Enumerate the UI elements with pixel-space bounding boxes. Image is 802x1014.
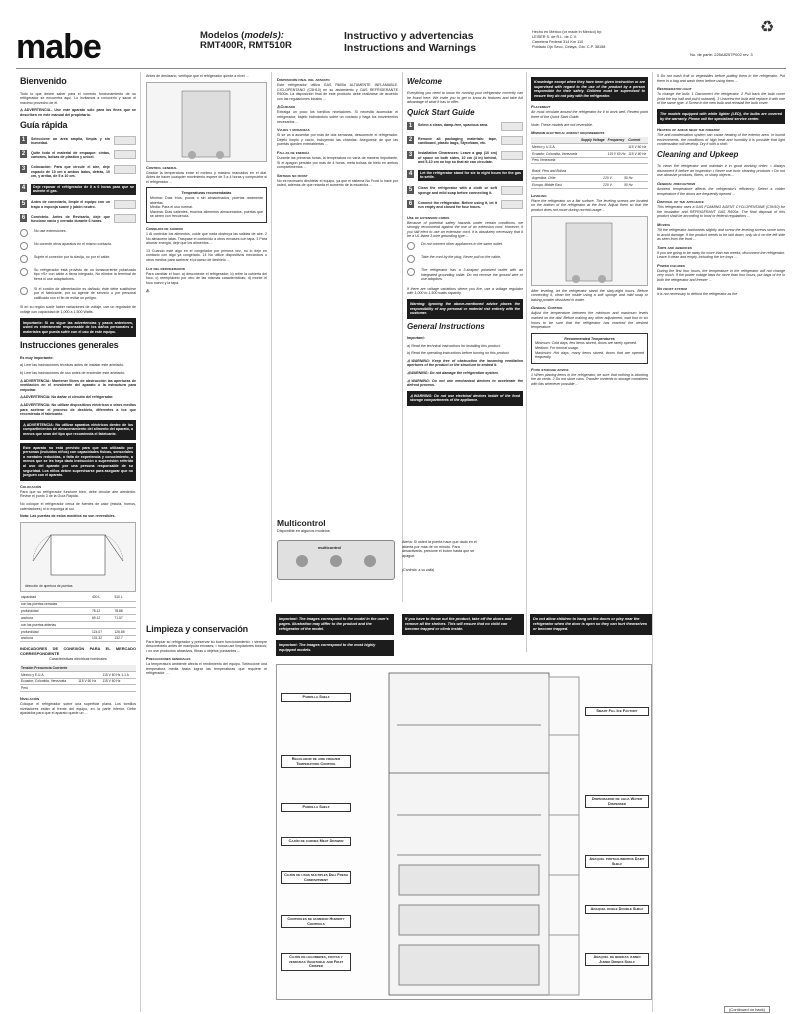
table-header-cell: Supply Voltage: [580, 137, 605, 142]
table-cell: 78.88: [113, 608, 136, 615]
ground-icon: [20, 268, 28, 276]
label-crisper: Cajón de legumbres, frutas y verduras Vegetable and Fruit Crisper: [281, 953, 351, 971]
sistema-text: No es necesario deshielar el equipo, ya que el sistema No Frost lo hace por usted, además de que retarda el aumento de la escarcha ...: [277, 178, 398, 188]
table-cell: 132.7: [113, 635, 136, 642]
label-meat-drawer: Cajón de carnes Meat Drawer: [281, 837, 351, 846]
led-note: ⚠: [146, 288, 150, 294]
dimensions-table: [20, 595, 136, 643]
continued-note: (Continued on back): [724, 1006, 770, 1013]
step-text: Let the refrigerator stand for six to eight hours for the gas to settle.: [420, 170, 521, 180]
column-es-3: [277, 74, 398, 544]
models-list: RMT400R, RMT510R: [200, 40, 292, 52]
fallas-heading: Fallas de energía: [277, 149, 310, 155]
gen-bullet: ⚠ADVERTENCIA: No dañar el circuito del refrigerador.: [20, 395, 114, 400]
important-images-box: [276, 614, 394, 635]
light-text: To change the bulb: 1 Disconnect the refrigerator. 2 Pull back the bulb cover (hold the top half and pull it outward). 3 Unscrew the bulb and replace it with one of the same type. 4 Screw in the new bulb and reinstall the bulb cover.: [657, 92, 785, 106]
icon-note-text: Sujete el conector por la clavija, no por el cable.: [34, 254, 111, 259]
consejos-extra: 13 Cuando esté algo en el congelador por primera vez, no lo deje en contacto con algo ya congelado. 14 No utilice dispositivos mecánicos u otros medios para acelerar el proceso de deshielo ...: [146, 248, 267, 262]
gen-intro-en: Important:: [407, 335, 425, 340]
nofrost-text: It is not necessary to defrost the refrigerator as the: [657, 291, 738, 296]
quick-step: 4 Let the refrigerator stand for six to eight hours for the gas to settle.: [408, 170, 521, 180]
heat-text: The anti-condensation system can cause heating of the exterior area. In humid environments, the conditions of high heat and humidity it is possible that light condensation will develop. Dry it with a cloth.: [657, 133, 785, 147]
table-cell: [627, 157, 648, 164]
leveling-figure-en: [531, 216, 648, 286]
table-cell: 50 Hz: [623, 175, 644, 182]
welcome-text: Everything you need to know for running your refrigerator correctly can be found here. We invite you to get to know its features and take full advantage of what it has to offer.: [407, 91, 523, 105]
table-cell: 220 V: [602, 182, 623, 189]
indicadores-heading: INDICADORES DE CONEXIÓN PARA EL MERCADO CORRESPONDIENTE: [20, 646, 136, 657]
trip-heading: Trips and absences: [657, 244, 692, 250]
gen-important: Es muy importante:: [20, 355, 54, 360]
title-en: Instructions and Warnings: [344, 41, 477, 54]
nofrost-heading: No frost system: [657, 285, 687, 291]
gen-warning-box: ⚠WARNING: Do not use electrical devices inside of the food storage compartments of the appliance.: [407, 391, 523, 406]
table-cell: [113, 621, 136, 628]
table-cell: 50 Hz: [623, 182, 644, 189]
column-es-1: [20, 74, 136, 994]
gen-bullet: ⚠ADVERTENCIA: Mantener libres de obstrucción las aperturas de ventilación en el envolvente del aparato o la estructura para empotrar.: [20, 378, 136, 392]
step-illustration: [114, 200, 136, 209]
table-cell: 71.57: [113, 615, 136, 622]
icon-note-text: Take the cord by the plug, Never pull on the cable.: [421, 254, 501, 259]
trip-text: If you are going to be away for more than two weeks, disconnect the refrigerator. Leave it clean and empty, including the ice trays ...: [657, 250, 785, 260]
cuidado-heading: ⚠Cuidado: [277, 104, 296, 110]
table-cell: con las puertas cerradas: [20, 601, 91, 608]
icon-note-text: The refrigerator has a 3-shaped polarized outlet with an integrated grounding cable. Do not remove the ground wire or use adaptors.: [421, 267, 523, 282]
step-text: Installation Clearances: Leave a gap (10 cm) of space on both sides, 10 cm (4 in) behind, and 5-10 cm on top so that air can circulate.: [418, 151, 497, 165]
dial-icon[interactable]: [296, 555, 308, 567]
table-cell: [91, 601, 114, 608]
label-dairy-shelf: Anaquel portaalimentos Dairy Shelf: [585, 855, 649, 868]
gen-bullet: a) Leer las instrucciones técnicas antes de instalar este artefacto.: [20, 363, 125, 368]
multicontrol-subtitle: Disponible en algunos modelos: [277, 528, 330, 533]
gen-bullet: ⚠ADVERTENCIA: No utilizar dispositivos eléctricos o otros medios para acelerar el proceso de deshielo, diferentes a los que recomienda el fabricante.: [20, 403, 136, 417]
temp-item: Media: Para el uso normal.: [150, 205, 193, 210]
guia-heading: Guía rápida: [20, 120, 68, 131]
step-text: Remove all packaging materials: tape, cardboard, plastic bags, Styrofoam, etc.: [418, 136, 497, 146]
outlet-icon: [20, 242, 28, 250]
quick-start-heading: Quick Start Guide: [407, 108, 475, 118]
quick-step: 5 Antes de conectarlo, limpie el equipo con un trapo o esponja suave y jabón neutro.: [20, 200, 136, 209]
table-cell: 115 V 60 Hz: [607, 151, 626, 156]
table-cell: [102, 685, 137, 692]
table-cell: [91, 621, 114, 628]
power-heading: Power failures: [657, 262, 685, 268]
column-divider: [140, 72, 141, 1012]
label-ice-factory: Smart Fill Ice Factory: [585, 707, 649, 716]
luz-text: Para cambiar el foco: a) desconecte el refrigerador; b) retire la cubierta del foco; c) reemplácelo por otro de las mismas características; d) monte el foco nuevo y la tapa.: [146, 271, 267, 285]
table-cell: [77, 671, 101, 678]
table-cell: [644, 182, 648, 189]
step-text: Conéctelo. Antes de Revisarlo, deje que funcione vacío y cerrado durante 6 horas.: [31, 214, 110, 224]
part-number: No. de parte: 225A8257P002 rev. 3: [690, 52, 753, 57]
step-text: Quite todo el material de empaque: cintas, cartones, bolsas de plástico y unicel.: [31, 150, 110, 160]
saving-heading: Food storage advice: [531, 366, 569, 372]
maker-line: LEISER S. de R.L. de C.V.: [532, 35, 577, 40]
table-cell: Peru Venezuela: [531, 157, 580, 164]
table-cell: capacidad: [20, 595, 91, 601]
step-text: Select a clean, damp-free, spacious area.: [418, 122, 489, 127]
label-water-dispenser: Dispensador de agua Water Dispenser: [585, 795, 649, 808]
step-illustration: [114, 150, 136, 159]
table-cell: 400 L: [91, 595, 114, 601]
icon-note: [20, 268, 136, 282]
nota-text: Nota: Las puertas de estos modelos no son reversibles.: [20, 514, 116, 519]
table-header-cell: Frequency: [607, 137, 628, 143]
label-shelf-2: Parrilla Shelf: [281, 803, 351, 812]
door-opening-figure: [20, 522, 136, 592]
table-cell: [77, 685, 101, 692]
label-humidity: Controles de humedad Humidity Controls: [281, 915, 351, 928]
icon-note-text: Su refrigerador está provisto de un tomacorriente polarizado tipo «S» con cable a tierra integrado. No elimine la terminal de tierra ni use adaptadores.: [34, 267, 136, 281]
important-images-text: Important: The images correspond to the model in the user's pages. Illustration may differ to the product and the refrigerator of the model.: [279, 617, 389, 631]
maker-line: Hecho en México (or made in México) by:: [532, 30, 603, 34]
images-box: Important: The images correspond to the most highly equipped models.: [276, 640, 394, 656]
table-cell: 131.32: [91, 635, 114, 642]
cuidado-text: Extraiga un poco los tornillos niveladores. Si necesita acomodar el refrigerador, bájelo inclinándolo sobre un costado y haga los movimientos necesarios ...: [277, 110, 398, 124]
table-cell: 69.12: [91, 615, 114, 622]
table-row: [531, 182, 648, 189]
leveling-text: Place the refrigerator on a flat surface. The leveling screws are located on the bottom of the refrigerator at the front. Adjust them so that the product does not move during normal usage ...: [531, 198, 648, 213]
gen-bullet: ⚠WARNING: Keep free of obstruction the incoming ventilation apertures of the product or the structure to embed it.: [407, 358, 523, 368]
label-deli-fresh: Cajón de usos múltiples Deli Fresh Compartment: [281, 871, 351, 884]
viajes-text: Si se va a ausentar por más de dos semanas, desconecte el refrigerador. Déjelo limpio y vacío, incluyendo las charolas. Asegúrese de que las puertas queden entreabiertas ...: [277, 133, 398, 147]
column-divider: [271, 72, 272, 602]
quick-step: 1 Seleccione un área amplia, limpia y sin humedad.: [20, 136, 136, 145]
label-double-shelf: Anaquel doble Double Shelf: [585, 905, 649, 914]
maker-line: Poblado Ojo Seco, Celaya, Gto. C.P. 38158: [532, 45, 606, 50]
multicontrol-panel: [277, 540, 395, 580]
refrigerator-diagram: [276, 664, 652, 1000]
icon-note-text: No conecte otros aparatos en el mismo contacto.: [34, 241, 113, 246]
table-row: [531, 150, 648, 157]
step-text: Colocación: Para que circule el aire, deje espacio de 10 cm a ambos lados, detrás, 10 cm, y arriba, de 5 a 10 cm.: [31, 165, 110, 179]
precauciones-heading: Precauciones generales: [146, 656, 191, 662]
led-box-en: The models equipped with white lighter (LED), the bulbs are covered by the warranty. Please call the specialized service center.: [657, 109, 785, 124]
table-cell: [113, 601, 136, 608]
precauciones-text: La temperatura ambiente afecta el rendimiento del equipo. Seleccione una temperatura media hasta lograr las temperaturas que requiere el refrigerador ...: [146, 662, 267, 676]
table-row: [20, 621, 136, 628]
table-cell: 126.85: [113, 628, 136, 635]
leveling-illustration: [147, 83, 266, 161]
table-cell: [580, 150, 607, 157]
voltage-table-es: [20, 665, 136, 692]
general-instructions-heading: General Instructions: [407, 321, 485, 331]
power-text: During the first four hours, the temperature in the refrigerator will not change very much. If the power outage lasts for more than four hours, put bags of ice in both the refrigerator and freezer ...: [657, 268, 785, 283]
step-text: Deje reposar el refrigerador de 8 a 6 horas para que se asiente el gas.: [33, 184, 134, 194]
icon-note: [20, 229, 136, 237]
bienvenido-text: Todo lo que desee saber para el correcto funcionamiento de su refrigerador se encuentra aquí. Lo invitamos a conocerlo y sacar el máximo provecho de él.: [20, 91, 136, 105]
general-prec-heading: General precautions: [657, 180, 696, 186]
table-cell: 115 V 60 Hz: [102, 678, 137, 685]
rec-temp-box: [531, 333, 648, 364]
climb-note: Do not allow children to hang on the doors or play near the refrigerator when the door is open so they can hurt themselves or become trapped.: [530, 614, 652, 635]
icon-note-text: No use extensiones.: [34, 228, 67, 233]
min-elec-heading: Minimum electrical energy requirements: [531, 130, 605, 136]
control-heading: Control general: [146, 164, 178, 170]
table-cell: Mexico y U.S.A.: [531, 143, 580, 150]
column-en-2: [531, 74, 648, 634]
gen-bullet: ⚠WARNING: Do not use mechanical devices to accelerate the defrost process.: [407, 378, 523, 388]
nivelacion-cont: Antes de deslizarlo, verifique que el refrigerador quede a nivel ...: [146, 74, 249, 78]
table-cell: anchura: [20, 615, 91, 622]
quick-step: 3 Colocación: Para que circule el aire, deje espacio de 10 cm a ambos lados, detrás, 10 cm, y arriba, de 5 a 10 cm.: [20, 165, 136, 179]
table-row: [531, 143, 648, 150]
table-row: [20, 628, 136, 635]
saving-text: 1 When placing items in the refrigerator, be sure that nothing is blocking the air vents. 2 Do not store cans. Transfer contents to storage containers with lids whenever possible ...: [531, 372, 648, 386]
after-leveling-text: After leveling, let the refrigerator stand the sixty-eight hours. Before connecting it, clean the inside using a soft sponge and mild soap or baking powder dissolved in water.: [531, 288, 648, 302]
temp-item: Máxima: Días calientes, muchos alimentos almacenados, puertas que se abren con frecuencia.: [150, 209, 263, 219]
placement-heading: Placement: [531, 104, 551, 110]
table-cell: 124.07: [91, 628, 114, 635]
header-rule: [16, 68, 786, 69]
label-shelf: Parrilla Shelf: [281, 693, 351, 702]
column-es-limpieza: [146, 622, 267, 1002]
gen-bullet: b) Read the operating instructions before turning on this product.: [407, 351, 510, 356]
table-cell: Ecuador, Colombia, Venezuela: [531, 150, 580, 157]
quick-step: 2 Quite todo el material de empaque: cintas, cartones, bolsas de plástico y unicel.: [20, 150, 136, 159]
quick-step: 4 Deje reposar el refrigerador de 8 a 6 horas para que se asiente el gas.: [21, 184, 134, 194]
dial-icon[interactable]: [364, 555, 376, 567]
gen-warning-box: ⚠ADVERTENCIA: No utilizar aparatos eléctricos dentro de los compartimientos de almacenamiento del alimento del aparato, a menos que sean del tipo que recomienda el fabricante.: [20, 420, 136, 440]
disposal-text: This refrigerator uses a GAS FOAMING AGENT CYCLOPENTANE (C5H10) for the insulation and REFRIGERANT GAS R600a. The final disposal of this product shall be according to local or federal regulations ...: [657, 205, 785, 219]
document-title: [344, 31, 476, 54]
plug-icon: [407, 255, 415, 263]
table-cell: [644, 175, 648, 182]
column-en-1: [407, 74, 523, 586]
control-text: Gradúe la temperatura entre el mínimo y máximo marcados en el dial. Antes de hacer cualquier movimiento espere de 3 a 4 horas y compruebe si el refrigerador ...: [146, 170, 267, 184]
kids-box-en: Knowledge except when they have been given instruction or are supervised with regard to the use of the product by a person responsible for their safety. Children must be supervised to ensure they do not play with the refrigerator.: [531, 77, 648, 101]
voltage-note-en: If there are voltage variations where you live, use a voltage regulator with 1,000 to 1,500 watts capacity.: [407, 286, 523, 296]
leveling-illustration: [532, 217, 647, 285]
table-header-cell: Current: [627, 137, 648, 143]
title-es: Instructivo y advertencias: [344, 30, 474, 42]
alerta-text: Alerta: Si usted la puerta hace que dado en el abierta por más de un minuto. Para desactivarla, presione el botón hasta que se apague.: [402, 540, 477, 558]
voltage-table-en-2: [531, 168, 648, 188]
placement-note: Note: These models are not reversible.: [531, 122, 593, 127]
consejos-text: 1 Al controlar los alimentos, cuide que nada obstruya las salidas de aire. 2 No almacene latas. Traspase el contenido a otros envases con tapa. 3 Para ahorrar energía, deje que los alimentos ...: [146, 231, 267, 246]
step-text: Antes de conectarlo, limpie el equipo con un trapo o esponja suave y jabón neutro.: [31, 200, 110, 209]
table-cell: profundidad: [20, 608, 91, 615]
label-jumbo-shelf: Anaquel de bebidas jumbo Jumbo Drinks Shelf: [585, 953, 649, 966]
multicontrol-heading: Multicontrol: [277, 518, 326, 528]
step-text: Connect the refrigerator. Before using it, let it run empty and closed for four hours.: [418, 200, 497, 210]
column-es-2: [146, 74, 267, 614]
table-cell: profundidad: [20, 628, 91, 635]
multicontrol-panel-label: multicontrol: [318, 545, 342, 550]
table-row: [531, 175, 648, 182]
no-extension-icon: [20, 229, 28, 237]
rec-temp-item: Medium: For normal usage.: [535, 345, 579, 350]
step-illustration: [501, 136, 523, 145]
outlet-icon: [407, 242, 415, 250]
welcome-heading: Welcome: [407, 77, 442, 86]
table-cell: [580, 143, 607, 150]
plug-icon: [20, 255, 28, 263]
quick-step: 2 Remove all packaging materials: tape, cardboard, plastic bags, Styrofoam, etc.: [407, 136, 523, 145]
temp-box: [146, 187, 267, 223]
gen-bullet: b) Leer las instrucciones de uso antes de encender este artefacto.: [20, 371, 126, 376]
table-cell: 115 V 60 Hz 1.1 A: [102, 671, 137, 678]
step-illustration: [501, 122, 523, 131]
colocacion-text2: No coloque el refrigerador cerca de fuentes de calor (estufa, hornos, calentadores) ni lo exponga al sol.: [20, 501, 136, 511]
table-cell: con las puertas abiertas: [20, 621, 91, 628]
limpieza-heading: Limpieza y conservación: [146, 624, 248, 634]
icon-note: [20, 242, 136, 250]
disposicion-heading: Disposición final del aparato: [277, 77, 330, 82]
table-cell: Europa, Middle East: [531, 182, 602, 189]
table-row: [20, 671, 136, 678]
caract-text: Características eléctricas nominales: [49, 657, 107, 662]
nivelacion-heading: Nivelación: [20, 696, 40, 702]
placement-text: Air must circulate around the refrigerator for it to work well. Review point three of the Quick Start Guide.: [531, 110, 648, 119]
quick-step: 5 Clean the refrigerator with a cloth or soft sponge and mild soap before connecting it.: [407, 186, 523, 195]
gen-bullet: ⚠WARNING: Do not damage the refrigeration system.: [407, 370, 499, 375]
label-temp-control: Regulador de aire freezer Temperature Control: [281, 755, 351, 768]
table-row: [20, 601, 136, 608]
leveling-heading: Leveling: [531, 192, 547, 198]
icon-note: [407, 255, 523, 263]
temp-heading: Temperaturas recomendadas: [181, 191, 232, 196]
importante-box: Importante: Si no sigue las advertencias y pasos anteriores, usted es enteramente responsable de los daños personales o materiales que pueda sufrir con el uso de este equipo.: [20, 318, 136, 338]
cord-icon: [20, 287, 28, 295]
step-illustration: [114, 214, 136, 223]
sistema-heading: Sistema no frost: [277, 172, 308, 178]
table-row: [531, 157, 648, 164]
tips-text: 5 Do not wash fruit or vegetables before putting them in the refrigerator. Put them in a bag and wash them before using them ...: [657, 74, 785, 83]
quick-step: 1 Select a clean, damp-free, spacious area.: [407, 122, 523, 131]
limpieza-text: Para limpiar su refrigerador y preservar su buen funcionamiento: • siempre desconéctelo antes de manipular envases; • nunca use limpiadores tóxicos; • no use productos abrasivos, fibras u objetos punzantes ...: [146, 639, 267, 653]
models-heading: [200, 31, 292, 52]
table-cell: 78.12: [91, 608, 114, 615]
table-cell: Perú: [20, 685, 77, 692]
quick-step: 6 Connect the refrigerator. Before using it, let it run empty and closed for four hours.: [407, 200, 523, 209]
table-cell: anchura: [20, 635, 91, 642]
colocacion-heading: Colocación: [20, 483, 42, 489]
table-row: [20, 685, 136, 692]
warning-box-en: Warning: Ignoring the above-mentioned advice places the responsibility of any personal or material risk entirely with the customer.: [407, 299, 523, 319]
consejos-heading: Consejos de ahorro: [146, 225, 183, 231]
temp-item: Mínima: Días fríos, pocos o sin almacenados, puertas raramente abiertas.: [150, 195, 263, 205]
viajes-heading: Viajes y mudanzas: [277, 127, 310, 133]
quick-step: 6 Conéctelo. Antes de Revisarlo, deje que funcione vacío y cerrado durante 6 horas.: [20, 214, 136, 223]
ground-icon: [407, 268, 415, 276]
cleaning-text: To clean the refrigerator and maintain it in good working order: • Always disconnect it before an inspection • Never use toxic cleaning products • Do not use abrasive products, fibers, or sharp objects ...: [657, 164, 785, 178]
disposicion-text: Este refrigerador utiliza GAS R600a ALTAMENTE INFLAMABLE. CICLOPENTANO (C5H10) en su aislamiento y GAS REFRIGERANTE R600a. La disposición final de este producto debe realizarse de acuerdo con las regulaciones locales ...: [277, 83, 398, 101]
step-illustration: [114, 165, 136, 174]
ext-cord-text: Because of potential safety hazards under certain conditions, we strongly recommend against the use of an extension cord. However, if you still elect to use an extension cord, it is absolutely necessary that it be a UL-listed 3-wire grounding type ...: [407, 220, 523, 239]
rec-temp-heading: Recommended Temperatures: [564, 336, 615, 341]
voltage-table-header: Tensión Frecuencia Corriente: [20, 665, 136, 671]
warning-text: ⚠ADVERTENCIA.- Use este aparato sólo para los fines que se describen en este manual del propietario.: [20, 108, 136, 117]
disposal-heading: Disposal of the appliance: [657, 199, 704, 205]
table-row: [20, 615, 136, 622]
general-control-text: Adjust the temperature between the minimum and maximum levels marked on the dial. Before making any other adjustment, wait four to six hours to be sure that the refrigerator has reached the desired temperature.: [531, 311, 648, 330]
step-illustration: [501, 200, 523, 209]
recycle-icon: ♻: [760, 19, 775, 36]
table-cell: Ecuador, Colombia, Venezuela: [20, 678, 77, 685]
models-label: Modelos (: [200, 30, 245, 41]
cleaning-heading: Cleaning and Upkeep: [657, 149, 739, 159]
moving-text: Tilt the refrigerator backwards slightly and screw the leveling screws some turns to avoid damage. If the product needs to be laid down, only do it on the left side as seen from the front ...: [657, 227, 785, 242]
leveling-figure: [146, 82, 267, 162]
table-cell: Argentina, Chile: [531, 175, 602, 182]
table-cell: [580, 157, 607, 164]
quick-step: 3 Installation Clearances: Leave a gap (10 cm) of space on both sides, 10 cm (4 in) behind, and 5-10 cm on top so that air can circulate.: [407, 151, 523, 165]
instrucciones-heading: Instrucciones generales: [20, 340, 119, 351]
table-row: [20, 608, 136, 615]
table-cell: 510 L: [113, 595, 136, 601]
luz-heading: Luz del refrigerador: [146, 265, 185, 271]
rec-temp-item: Maximum: Hot days, many items stored, doors that are opened frequently.: [535, 350, 644, 360]
step-illustration: [501, 186, 523, 195]
alerta-caption: (Controla: a su valla): [402, 568, 435, 572]
bienvenido-heading: Bienvenido: [20, 76, 67, 86]
table-row: [20, 635, 136, 642]
models-label-en: models):: [244, 30, 284, 41]
table-cell: 220 V: [602, 175, 623, 182]
column-en-3: [657, 74, 785, 1004]
manufacturer-info: [532, 30, 662, 51]
figure-caption: dirección de apertura de puertas: [25, 584, 73, 589]
general-prec-text: Ambient temperature affects the refrigerator's efficiency. Select a colder temperature if the doors are frequently opened ...: [657, 186, 785, 196]
table-cell: [607, 143, 628, 150]
icon-note: [20, 255, 136, 263]
step-illustration: [501, 151, 523, 160]
maker-line: Carretera Federal 314 Km 110: [532, 40, 584, 45]
moving-heading: Moving: [657, 221, 670, 227]
mabe-logo: mabe: [16, 28, 101, 66]
table-row: [20, 678, 136, 685]
icon-note: [407, 242, 523, 250]
table-cell: Brazil, Peru and Bolivia: [531, 168, 602, 174]
general-control-heading: General Control: [531, 305, 563, 311]
icon-note-text: Si el cordón de alimentación es dañado, éste debe sustituirse por el fabricante, por su agente de servicio o por personal calificado con el fin de evitar un peligro.: [34, 286, 136, 300]
light-heading: Refrigerator light: [657, 86, 692, 92]
door-opening-diagram: [21, 523, 135, 591]
ext-cord-heading: Use of extension cords: [407, 214, 450, 220]
rec-temp-item: Minimum: Cold days, few items stored, doors are rarely opened.: [535, 341, 637, 346]
step-text: Seleccione un área amplia, limpia y sin humedad.: [31, 136, 110, 145]
gen-bullet: a) Read the technical instructions for installing this product.: [407, 343, 501, 348]
voltage-table-en: [531, 137, 648, 164]
table-cell: 115 V 60 Hz: [628, 144, 647, 149]
fallas-text: Durante las primeras horas, la temperatura no varía de manera importante. Si el apagón persiste por más de 4 horas, meta bolsas de hielo en ambos compartimentos ...: [277, 155, 398, 170]
table-cell: 115 V 60 Hz: [628, 151, 647, 156]
dial-icon[interactable]: [330, 555, 342, 567]
voltage-note: Si en su región suele haber variaciones de voltaje, use un regulador de voltaje con capacidad de 1,000 a 1,500 Watts.: [20, 305, 136, 314]
children-box: Este aparato no está previsto para que sea utilizado por personas (incluidos niños) con capacidades físicas, sensoriales o mentales reducidas, o falta de experiencia y conocimiento, a menos que se les haya dado instrucción o supervisión referida al uso del aparato por una persona responsable de su seguridad. Los niños deben supervisarse para asegurar que no jueguen con el aparato.: [20, 443, 136, 481]
heat-heading: Heating of areas near the freezer: [657, 127, 720, 133]
colocacion-text: Para que su refrigerador funcione bien, debe circular aire alrededor. Revise el punto 3 de la Guía Rápida.: [20, 489, 136, 499]
table-cell: México y E.U.A.: [20, 671, 77, 678]
kids-note-es: If you have to throw out the product, take off the doors and remove all the shelves. This will ensure that no child can become trapped or climb inside.: [402, 614, 524, 635]
step-text: Clean the refrigerator with a cloth or soft sponge and mild soap before connecting it.: [418, 186, 497, 195]
step-illustration: [114, 136, 136, 145]
nivelacion-text: Coloque el refrigerador sobre una superficie plana. Los tornillos niveladores están al frente del equipo, en la parte inferior. Debe ajustarlos para que el aparato quede un ...: [20, 702, 136, 716]
icon-note-text: Do not connect other appliances in the same outlet.: [421, 241, 503, 246]
icon-note: [20, 287, 136, 301]
table-cell: 115 V 60 Hz: [77, 678, 101, 685]
icon-note: [407, 268, 523, 282]
table-cell: [607, 157, 628, 164]
